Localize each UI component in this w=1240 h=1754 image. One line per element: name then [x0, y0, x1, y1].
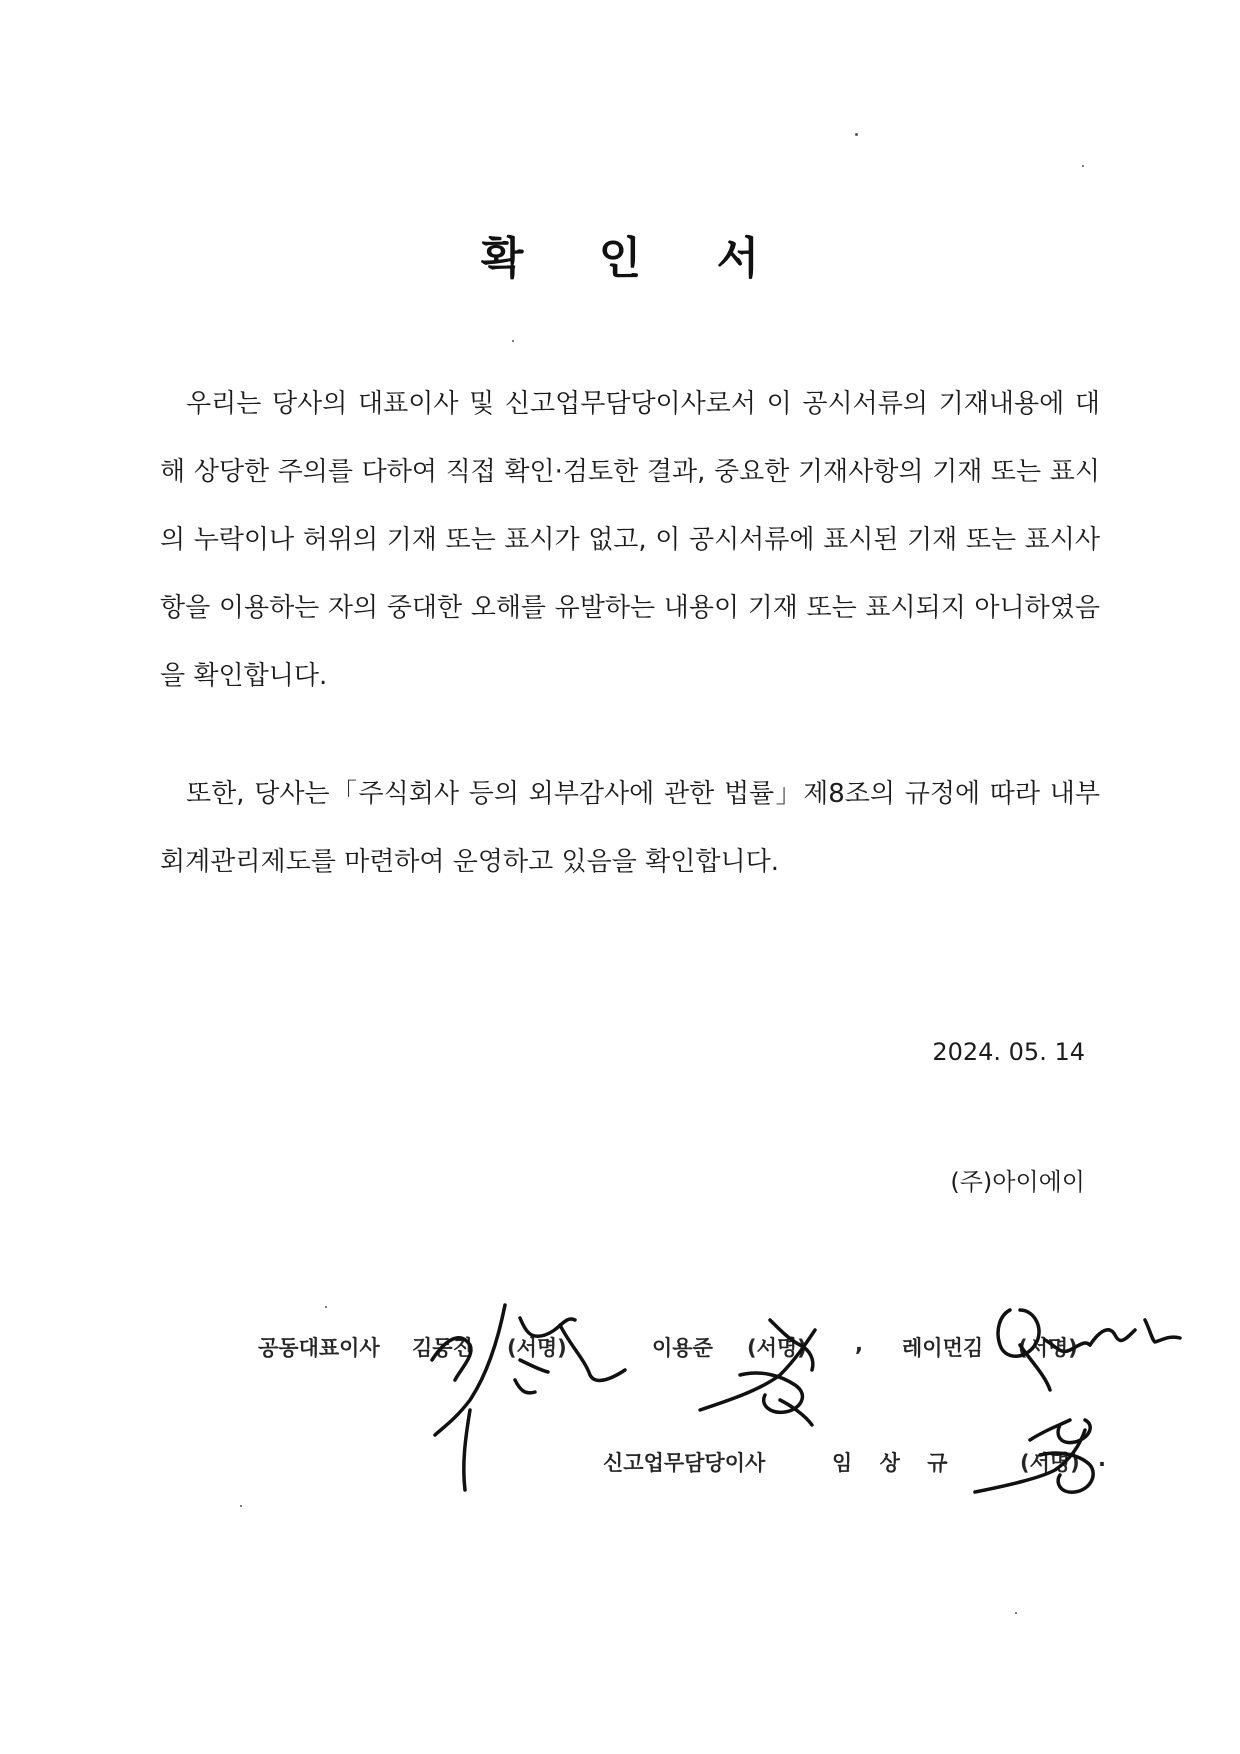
- separator-comma: ,: [855, 1332, 863, 1356]
- signatory-row-ceo: [0, 1332, 1240, 1372]
- scan-speck: [1082, 165, 1084, 167]
- paragraph-confirmation: 우리는 당사의 대표이사 및 신고업무담당이사로서 이 공시서류의 기재내용에 대해 상당한 주의를 다하여 직접 확인·검토한 결과, 중요한 기재사항의 기재 또는 표시의 누락이나 허위의 기재 또는 표시가 없고, 이 공시서류에 표시된 기재 또는 표시사항을 이용하는 자의 중대한 오해를 유발하는 내용이 기재 또는 표시되지 아니하였음을 확인합니다.: [160, 389, 1100, 691]
- role-disclosure-director: 신고업무담당이사: [603, 1451, 766, 1475]
- sign-label-3: (서명): [1018, 1336, 1078, 1360]
- sign-label-2: (서명): [747, 1336, 807, 1360]
- name-ceo-2: 이용준: [652, 1336, 713, 1360]
- name-director: 임 상 규: [832, 1451, 958, 1475]
- scan-speck: [240, 1505, 242, 1507]
- signatory-row-disclosure-director: [0, 1447, 1240, 1487]
- paragraph-internal-control: 또한, 당사는「주식회사 등의 외부감사에 관한 법률」제8조의 규정에 따라 내부회계관리제도를 마련하여 운영하고 있음을 확인합니다.: [160, 779, 1100, 877]
- company-name: (주)아이에이: [950, 1168, 1085, 1196]
- trailing-period: .: [1098, 1447, 1106, 1471]
- document-title: 확 인 서: [480, 233, 790, 284]
- role-co-ceo: 공동대표이사: [258, 1336, 380, 1360]
- scan-speck: [855, 133, 858, 136]
- document-date: 2024. 05. 14: [932, 1038, 1085, 1066]
- name-ceo-1: 김동진: [412, 1336, 473, 1360]
- name-ceo-3: 레이먼김: [902, 1336, 984, 1360]
- sign-label-4: (서명): [1020, 1451, 1080, 1475]
- scan-speck: [1015, 1612, 1017, 1614]
- scan-speck: [512, 340, 514, 342]
- scan-speck: [325, 1306, 327, 1308]
- sign-label-1: (서명): [507, 1336, 567, 1360]
